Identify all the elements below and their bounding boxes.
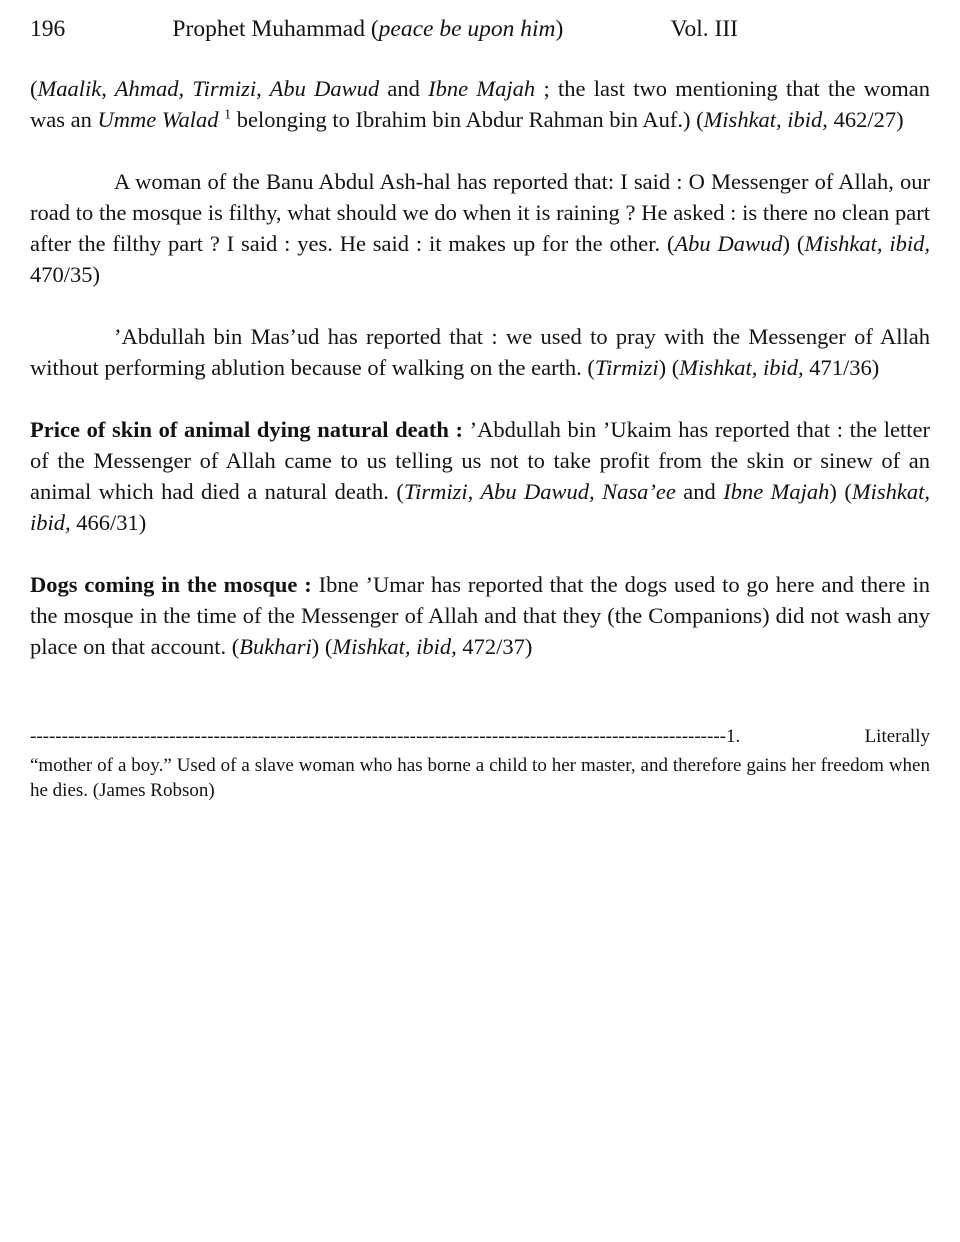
text-segment: 462/27) — [827, 107, 904, 132]
footnote-right-label: Literally — [864, 726, 930, 747]
paragraph — [30, 321, 930, 383]
text-segment: Prophet Muhammad ( — [172, 16, 379, 42]
text-segment: ( — [30, 76, 38, 101]
footnote-rule-dashes: --------------------------------------------------------------------------------------------------------------1. — [30, 726, 741, 747]
page-number: 196 — [30, 16, 66, 42]
text-segment: ) — [555, 16, 564, 42]
text-segment: Maalik, Ahmad, Tirmizi, Abu Dawud — [37, 76, 380, 101]
text-segment: peace be upon him — [378, 16, 556, 42]
text-segment: ; the last two mentioning that the woman was an — [30, 76, 930, 132]
text-segment: 470/35) — [30, 262, 100, 287]
text-segment: ’Abdullah bin Mas’ud has reported that : we used to pray with the Messenger of Allah without performing ablution because of walking on the earth. ( — [30, 324, 930, 380]
text-segment: Bukhari — [239, 634, 312, 659]
text-segment: Ibne ’Umar has reported that the dogs used to go here and there in the mosque in the time of the Messenger of Allah and that they (the Companions) did not wash any place on that account. ( — [30, 572, 930, 659]
text-segment: and — [379, 76, 429, 101]
text-segment: Mishkat, ibid, — [30, 479, 930, 535]
text-segment: belonging to Ibrahim bin Abdur Rahman bin Auf.) ( — [231, 107, 704, 132]
footnote-text: “mother of a boy.” Used of a slave woman who has borne a child to her master, and therefore gains her freedom when he dies. (James Robson) — [30, 754, 930, 801]
text-segment: Price of skin of animal dying natural death : — [30, 417, 470, 442]
text-segment: 472/37) — [456, 634, 533, 659]
page-header — [30, 16, 930, 43]
footnote-rule — [30, 724, 930, 750]
text-segment: ) ( — [658, 355, 680, 380]
paragraph-list — [30, 73, 930, 662]
text-segment: ) ( — [782, 231, 805, 256]
text-segment: Dogs coming in the mosque : — [30, 572, 319, 597]
paragraph — [30, 166, 930, 290]
paragraph — [30, 569, 930, 662]
text-segment: Tirmizi, Abu Dawud, Nasa’ee — [403, 479, 676, 504]
text-segment: ’Abdullah bin ’Ukaim has reported that : the letter of the Messenger of Allah came to us telling us not to take profit from the skin or sinew of an animal which had died a natural death. ( — [30, 417, 930, 504]
text-segment: 471/36) — [803, 355, 880, 380]
text-segment: Tirmizi — [594, 355, 659, 380]
text-segment: Mishkat, ibid, — [679, 355, 804, 380]
text-segment: ) ( — [829, 479, 852, 504]
text-segment: Mishkat, ibid, — [703, 107, 828, 132]
volume-label: Vol. III — [670, 16, 738, 42]
text-segment: 466/31) — [70, 510, 147, 535]
text-segment: Abu Dawud — [674, 231, 783, 256]
text-segment: A woman of the Banu Abdul Ash-hal has reported that: I said : O Messenger of Allah, our road to the mosque is filthy, what should we do when it is raining ? He asked : is there no clean part after the filthy part ? I said : yes. He said : it makes up for the other. ( — [30, 169, 930, 256]
text-segment: Mishkat, ibid, — [332, 634, 457, 659]
footnote — [30, 724, 930, 804]
text-segment: Mishkat, ibid, — [804, 231, 930, 256]
text-segment: 1 — [224, 107, 232, 123]
text-segment: ) ( — [311, 634, 333, 659]
text-segment: Umme Walad — [97, 107, 219, 132]
page-title — [65, 16, 670, 43]
paragraph — [30, 414, 930, 538]
paragraph — [30, 73, 930, 135]
text-segment: Ibne Majah — [428, 76, 536, 101]
text-segment: Ibne Majah — [723, 479, 830, 504]
text-segment: and — [675, 479, 724, 504]
